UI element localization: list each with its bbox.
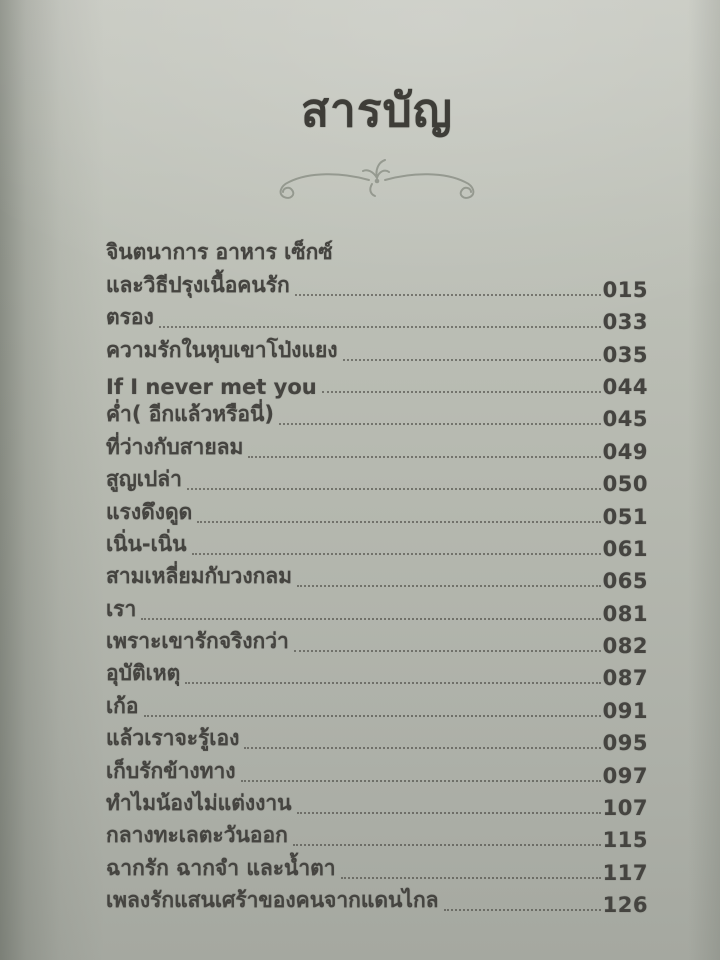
- toc-entry: [106, 692, 648, 724]
- toc-entry-title: เนิ่น-เนิ่น: [106, 531, 187, 556]
- toc-entry-line-with-page: [106, 531, 648, 563]
- toc-page-number: 107: [602, 796, 648, 821]
- dot-leader: [192, 553, 601, 555]
- dot-leader: [444, 909, 601, 911]
- toc-entry-title: เก้อ: [106, 693, 139, 718]
- toc-entry-title: แล้วเราจะรู้เอง: [106, 726, 240, 751]
- toc-entry: [106, 369, 648, 401]
- toc-entry-line-with-page: [106, 498, 648, 530]
- toc-entry: [106, 336, 648, 368]
- dot-leader: [322, 391, 601, 393]
- toc-entry-line: [106, 239, 648, 271]
- toc-list: [106, 239, 648, 919]
- toc-entry-line-with-page: [106, 790, 648, 822]
- toc-entry-title: เพลงรักแสนเศร้าของคนจากแดนไกล: [106, 888, 439, 913]
- toc-entry-line-with-page: [106, 466, 648, 498]
- toc-entry-title: เพราะเขารักจริงกว่า: [106, 629, 289, 654]
- toc-page-number: 015: [602, 277, 648, 302]
- toc-page-number: 091: [602, 698, 648, 723]
- toc-entry-line-with-page: [106, 822, 648, 854]
- toc-entry: [106, 239, 648, 304]
- toc-entry-line-with-page: [106, 401, 648, 433]
- toc-page-number: 097: [602, 763, 648, 788]
- toc-entry-title: จินตนาการ อาหาร เซ็กซ์: [106, 240, 333, 265]
- toc-page-number: 061: [602, 536, 648, 561]
- toc-page-number: 045: [602, 407, 648, 432]
- toc-entry: [106, 628, 648, 660]
- toc-entry-line-with-page: [106, 757, 648, 789]
- toc-entry-title: ตรอง: [106, 305, 154, 330]
- toc-page-number: 049: [602, 439, 648, 464]
- toc-entry-line-with-page: [106, 563, 648, 595]
- toc-entry-title: เก็บรักข้างทาง: [106, 758, 236, 783]
- dot-leader: [297, 585, 601, 587]
- dot-leader: [197, 521, 600, 523]
- toc-entry-title: สูญเปล่า: [106, 467, 182, 492]
- toc-entry-title: ฉากรัก ฉากจำ และน้ำตา: [106, 855, 336, 880]
- dot-leader: [187, 488, 601, 490]
- toc-page-number: 035: [602, 342, 648, 367]
- dot-leader: [144, 715, 601, 717]
- toc-entry: [106, 466, 648, 498]
- dot-leader: [248, 456, 600, 458]
- toc-entry-line-with-page: [106, 271, 648, 303]
- toc-page-number: 082: [602, 634, 648, 659]
- dot-leader: [159, 326, 601, 328]
- toc-page-number: 095: [602, 731, 648, 756]
- toc-entry-title: และวิธีปรุงเนื้อคนรัก: [106, 272, 290, 297]
- toc-entry: [106, 757, 648, 789]
- toc-entry: [106, 563, 648, 595]
- toc-page-number: 033: [602, 310, 648, 335]
- toc-entry: [106, 790, 648, 822]
- dot-leader: [343, 359, 601, 361]
- dot-leader: [294, 650, 601, 652]
- toc-page-number: 051: [602, 504, 648, 529]
- toc-entry-line-with-page: [106, 369, 648, 401]
- dot-leader: [295, 294, 601, 296]
- dot-leader: [297, 812, 601, 814]
- dot-leader: [141, 618, 600, 620]
- page-title: สารบัญ: [300, 83, 453, 137]
- toc-entry-title: ที่ว่างกับสายลม: [106, 434, 244, 459]
- toc-entry: [106, 401, 648, 433]
- toc-page-number: 044: [602, 374, 648, 399]
- toc-entry-line-with-page: [106, 887, 648, 919]
- toc-entry-line-with-page: [106, 692, 648, 724]
- toc-entry: [106, 304, 648, 336]
- toc-entry-title: อุบัติเหตุ: [106, 661, 181, 686]
- toc-entry-line-with-page: [106, 660, 648, 692]
- toc-page-number: 117: [602, 860, 648, 885]
- flourish-divider-icon: [269, 153, 485, 205]
- dot-leader: [185, 682, 600, 684]
- toc-entry-line-with-page: [106, 595, 648, 627]
- toc-entry: [106, 531, 648, 563]
- toc-page-number: 050: [602, 472, 648, 497]
- toc-entry: [106, 433, 648, 465]
- toc-entry-title: ความรักในหุบเขาโป่งแยง: [106, 337, 338, 362]
- toc-page-number: 087: [602, 666, 648, 691]
- toc-entry-line-with-page: [106, 304, 648, 336]
- toc-entry-title: เรา: [106, 596, 137, 621]
- toc-entry-title: สามเหลี่ยมกับวงกลม: [106, 564, 293, 589]
- toc-entry: [106, 660, 648, 692]
- toc-entry-title: ค่ำ( อีกแล้วหรือนี่): [106, 402, 274, 427]
- dot-leader: [279, 423, 601, 425]
- toc-page-number: 065: [602, 569, 648, 594]
- toc-entry: [106, 822, 648, 854]
- toc-entry-line-with-page: [106, 628, 648, 660]
- toc-entry: [106, 854, 648, 886]
- dot-leader: [341, 877, 601, 879]
- toc-entry-line-with-page: [106, 433, 648, 465]
- toc-entry-title: แรงดึงดูด: [106, 499, 193, 524]
- dot-leader: [293, 844, 601, 846]
- toc-entry: [106, 498, 648, 530]
- toc-entry-line-with-page: [106, 725, 648, 757]
- toc-entry-title: If I never met you: [106, 374, 317, 399]
- toc-entry: [106, 887, 648, 919]
- toc-entry-title: ทำไมน้องไม่แต่งงาน: [106, 791, 292, 816]
- dot-leader: [241, 780, 601, 782]
- toc-entry-line-with-page: [106, 854, 648, 886]
- toc-entry: [106, 595, 648, 627]
- toc-page-number: 115: [602, 828, 648, 853]
- toc-entry: [106, 725, 648, 757]
- toc-entry-title: กลางทะเลตะวันออก: [106, 823, 288, 848]
- toc-page-number: 081: [602, 601, 648, 626]
- toc-entry-line-with-page: [106, 336, 648, 368]
- dot-leader: [244, 747, 600, 749]
- toc-page-number: 126: [602, 893, 648, 918]
- table-of-contents-page: [106, 0, 648, 919]
